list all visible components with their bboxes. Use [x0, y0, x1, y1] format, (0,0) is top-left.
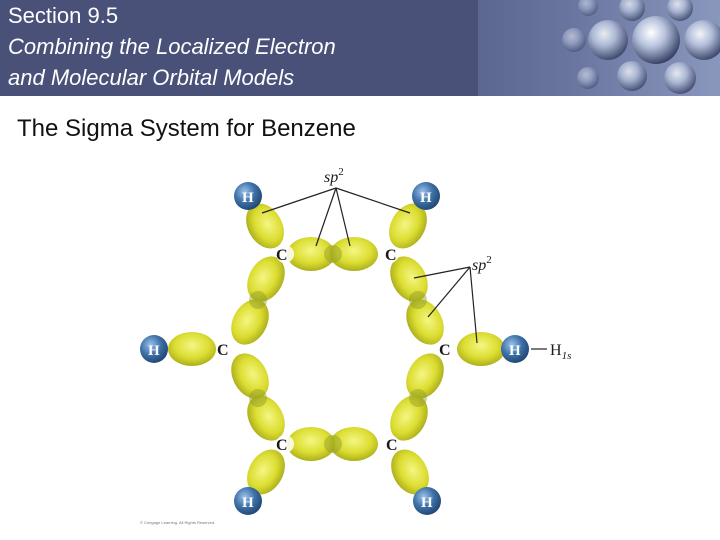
- carbon-label-6: C: [217, 342, 229, 359]
- hydrogen-label-6: H: [148, 343, 160, 359]
- slide-heading: The Sigma System for Benzene: [17, 115, 356, 142]
- lobe-c3-h3: [457, 332, 505, 366]
- section-title-line-2: and Molecular Orbital Models: [8, 65, 295, 90]
- section-title-line-1: Combining the Localized Electron: [8, 34, 336, 59]
- sp2-label-top: $sp^2$: [324, 166, 344, 186]
- carbon-label-4: C: [386, 437, 398, 454]
- hydrogen-label-4: H: [421, 495, 433, 511]
- hydrogen-label-2: H: [420, 190, 432, 206]
- hydrogen-label-5: H: [242, 495, 254, 511]
- hydrogen-label-1: H: [242, 190, 254, 206]
- carbon-label-5: C: [276, 437, 288, 454]
- carbon-label-3: C: [439, 342, 451, 359]
- lobe-c6-h6: [168, 332, 216, 366]
- carbon-label-2: C: [385, 247, 397, 264]
- sp2-label-right: $sp^2$: [472, 254, 492, 274]
- hydrogen-label-3: H: [509, 343, 521, 359]
- section-label: Section 9.5: [8, 3, 119, 28]
- h1s-label: $H_{1s}$: [550, 342, 572, 362]
- copyright-credit: © Cengage Learning. All Rights Reserved.: [140, 520, 216, 525]
- carbon-label-1: C: [276, 247, 288, 264]
